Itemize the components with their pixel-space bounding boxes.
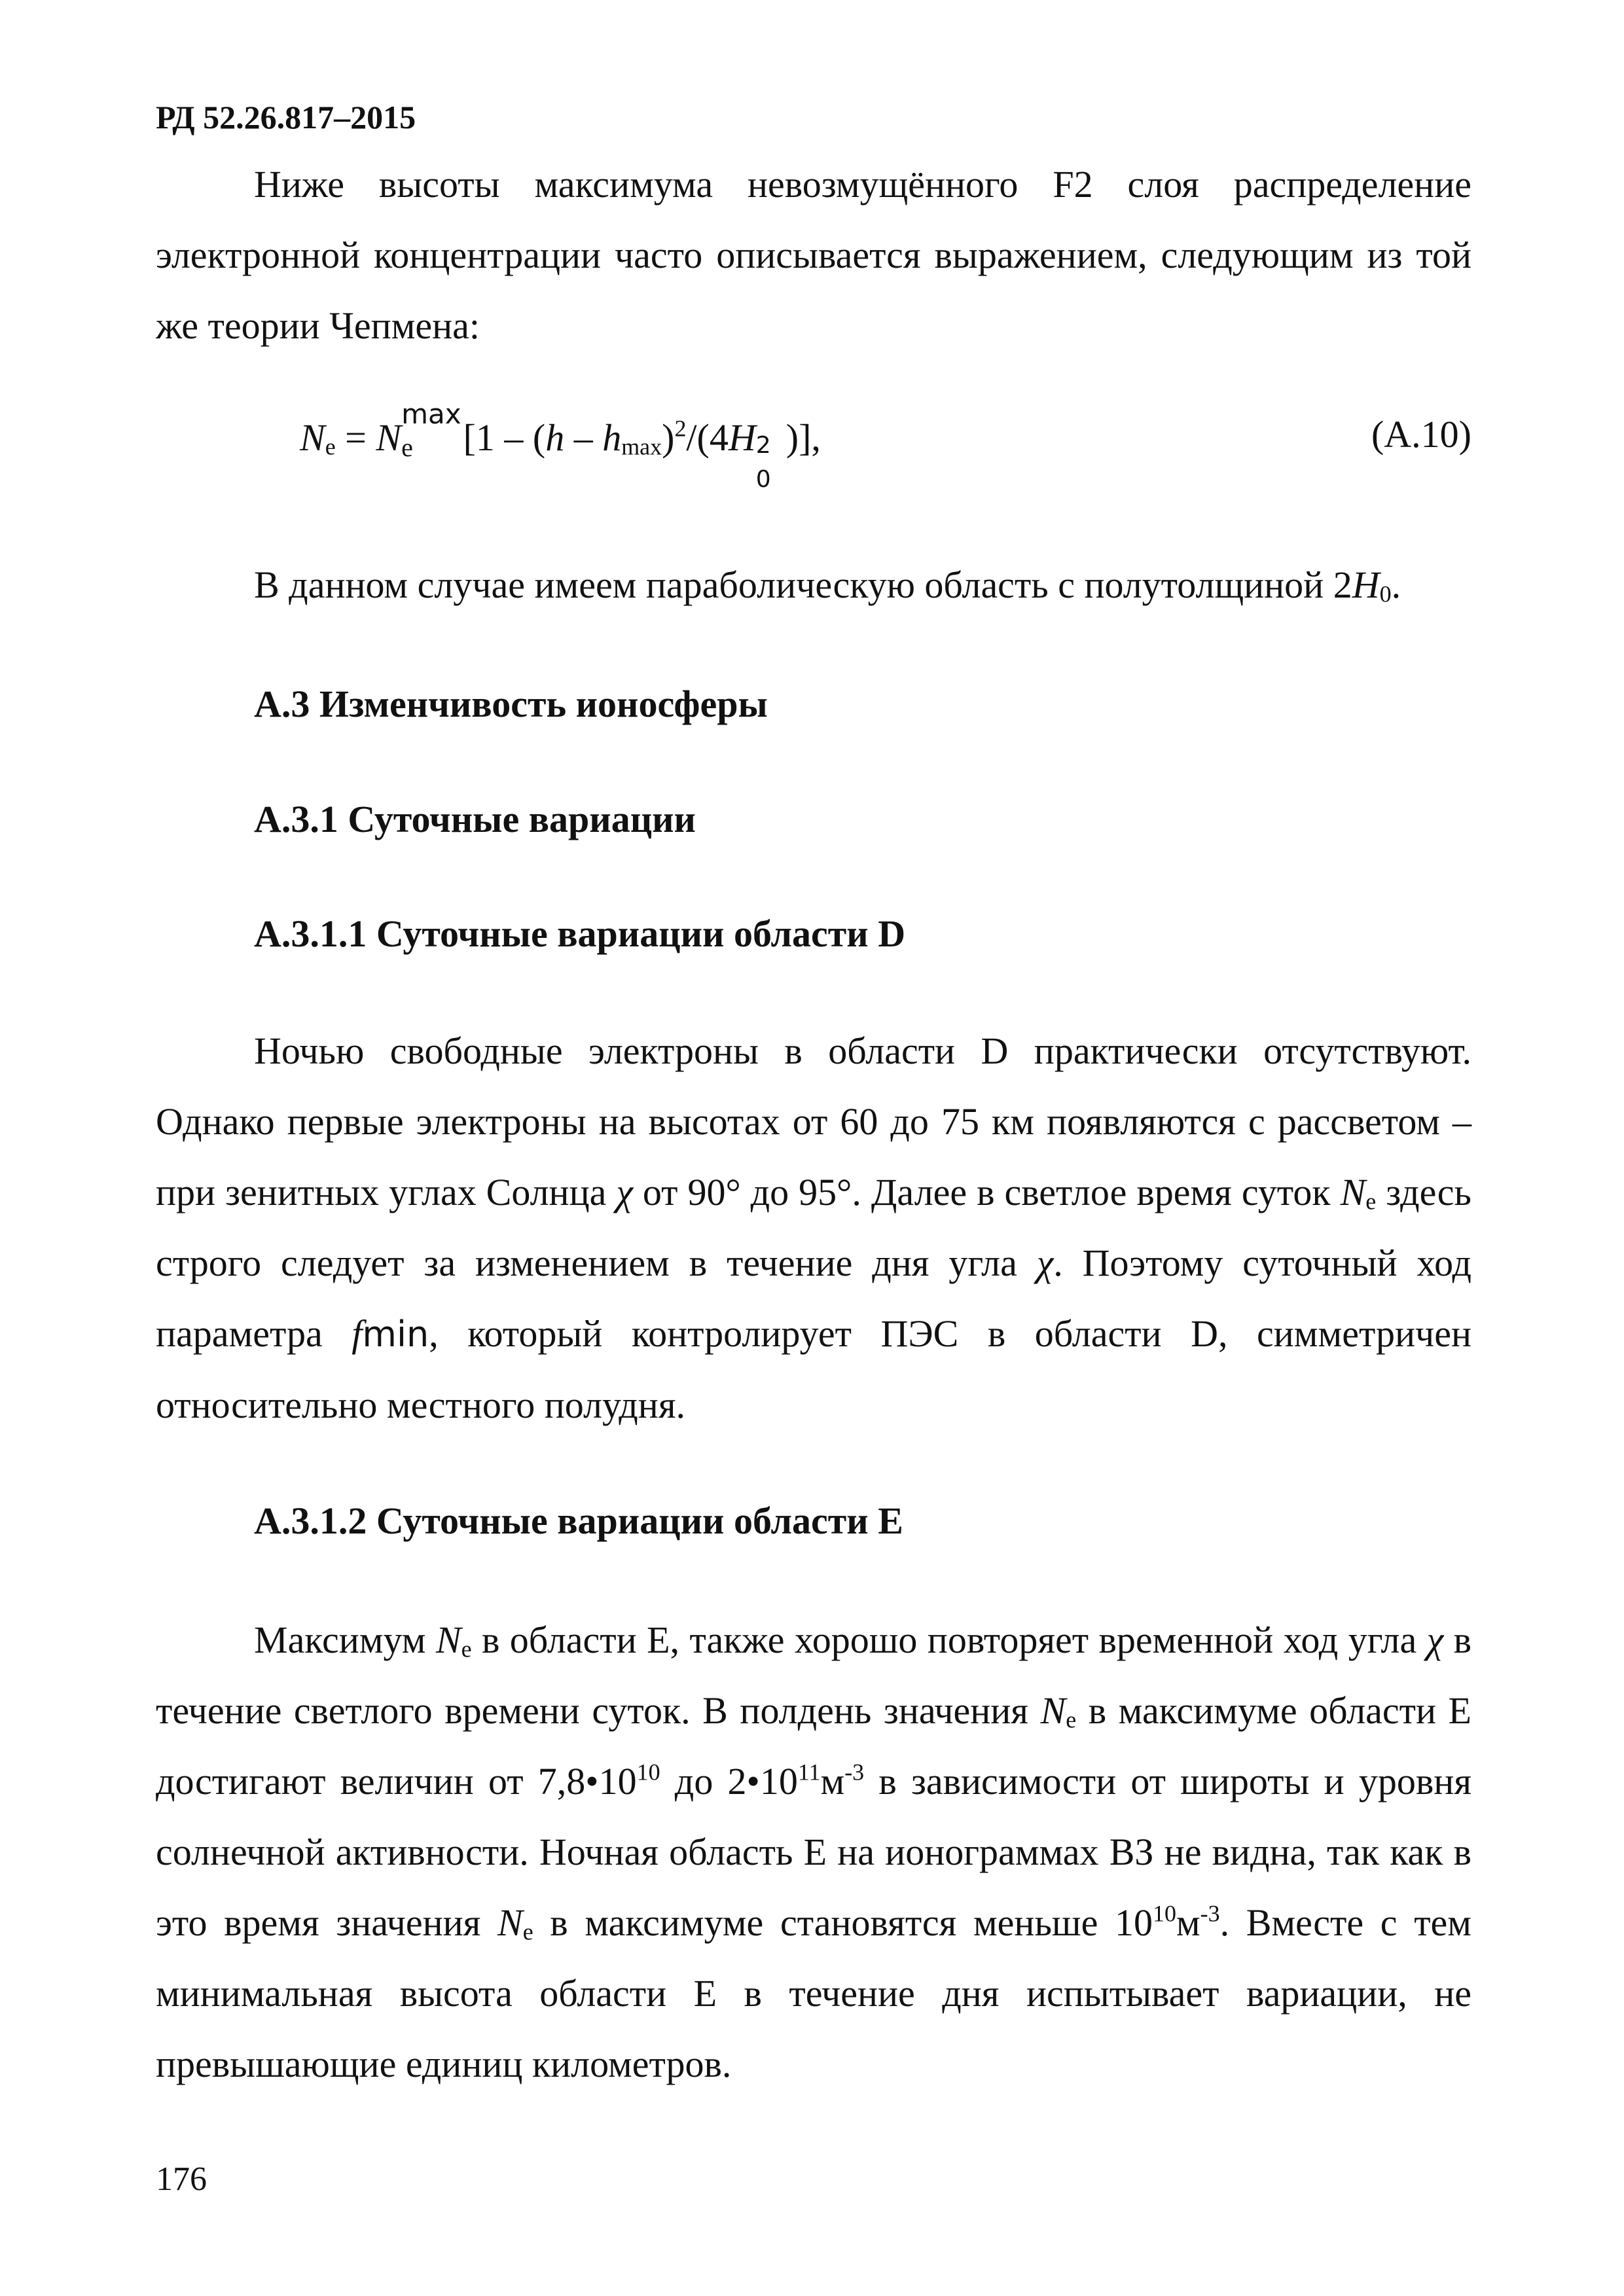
formula-symbol: N	[300, 416, 325, 459]
parabolic-line	[156, 550, 1471, 620]
text-span: . Вместе с тем	[1219, 1901, 1471, 1944]
paragraph-line	[58, 1888, 1471, 1958]
text-span: строго следует за изменением в течение дня угла	[156, 1242, 1037, 1284]
formula-subscript: e	[325, 433, 336, 460]
formula-text: )],	[785, 416, 821, 459]
paragraph-line	[58, 1676, 1471, 1746]
formula-symbol: χ	[616, 1171, 633, 1213]
formula-superscript: 2	[755, 432, 771, 459]
text-span: . Поэтому суточный ход	[1053, 1242, 1471, 1284]
parabolic-text: В данном случае имеем параболическую область с полутолщиной 2	[254, 564, 1352, 606]
text-span: от 90° до 95°. Далее в светлое время суток	[632, 1171, 1341, 1213]
text-span: в области Е, также хорошо повторяет временной ход угла	[471, 1619, 1427, 1661]
heading-a3: А.3 Изменчивость ионосферы	[254, 683, 768, 725]
formula-a10	[300, 398, 821, 493]
formula-subscript: e	[1066, 1706, 1077, 1733]
text-span: в максимуме области Е	[1076, 1689, 1471, 1732]
paragraph-line: превышающие единиц километров.	[156, 2043, 732, 2085]
intro-paragraph	[156, 149, 1471, 361]
text-span: достигают величин от 7,8•10	[156, 1760, 637, 1803]
intro-line: же теории Чепмена:	[156, 304, 480, 347]
formula-symbol: h	[602, 416, 622, 459]
intro-line: электронной концентрации часто описывается выражением, следующим из той	[156, 234, 1471, 276]
text-span: Максимум	[254, 1619, 436, 1661]
text-span: в	[1443, 1619, 1471, 1661]
text-span: это время значения	[156, 1901, 497, 1944]
text-span: в зависимости от широты и уровня	[864, 1760, 1472, 1803]
paragraph-line: солнечной активности. Ночная область Е на ионограммах ВЗ не видна, так как в	[156, 1831, 1471, 1873]
formula-symbol: N	[435, 1619, 461, 1661]
text-span: до 2•10	[660, 1760, 798, 1803]
parabolic-text: .	[1391, 564, 1401, 606]
intro-line: Ниже высоты максимума невозмущённого F2 слоя распределение	[254, 163, 1471, 206]
formula-symbol: N	[497, 1901, 523, 1944]
formula-text: [1 – (	[454, 416, 546, 459]
text-span: в максимуме становятся меньше 10	[533, 1901, 1153, 1944]
text-span: м	[1176, 1901, 1200, 1944]
formula-subscript: e	[461, 1636, 472, 1662]
formula-symbol: f	[352, 1312, 363, 1355]
text-span: , который контролирует ПЭС в области D, симметричен	[429, 1312, 1471, 1355]
text-span: м	[820, 1760, 845, 1803]
formula-symbol: χ	[1036, 1242, 1054, 1284]
formula-symbol: N	[1040, 1689, 1066, 1732]
heading-a312: А.3.1.2 Суточные вариации области Е	[254, 1499, 903, 1542]
superscript: -3	[1200, 1900, 1220, 1927]
paragraph-line	[58, 1228, 1471, 1299]
page-number: 176	[156, 2161, 207, 2198]
formula-stack	[401, 398, 461, 462]
paragraph-region-e	[156, 1605, 1471, 2100]
parabolic-paragraph	[156, 550, 1471, 620]
formula-symbol: H	[1352, 564, 1380, 606]
formula-text: min	[362, 1314, 429, 1355]
superscript: -3	[844, 1759, 865, 1785]
text-span: параметра	[156, 1312, 352, 1355]
formula-subscript: max	[621, 433, 662, 460]
formula-text: )	[662, 416, 675, 459]
formula-subscript: 0	[1379, 581, 1392, 607]
formula-symbol: h	[545, 416, 565, 459]
formula-symbol: H	[728, 416, 756, 459]
paragraph-line: Однако первые электроны на высотах от 60 до 75 км появляются с рассветом –	[156, 1100, 1471, 1143]
paragraph-line: минимальная высота области Е в течение дня испытывает вариации, не	[156, 1972, 1471, 2015]
text-span: здесь	[1376, 1171, 1471, 1213]
formula-text: –	[564, 416, 603, 459]
formula-superscript: 2	[674, 415, 687, 442]
paragraph-region-d	[156, 1016, 1471, 1441]
formula-superscript: max	[401, 398, 461, 430]
text-span: течение светлого времени суток. В полдень значения	[156, 1689, 1041, 1732]
formula-subscript: e	[1365, 1188, 1377, 1215]
paragraph-line: относительно местного полудня.	[156, 1384, 686, 1426]
paragraph-line	[156, 1605, 1471, 1676]
paragraph-line	[58, 1746, 1471, 1817]
formula-subscript: 0	[755, 466, 771, 493]
formula-subscript: e	[401, 433, 413, 462]
formula-symbol: N	[1340, 1171, 1366, 1213]
text-span: при зенитных углах Солнца	[156, 1171, 617, 1213]
superscript: 10	[1152, 1900, 1176, 1927]
formula-symbol: χ	[1426, 1619, 1444, 1661]
superscript: 11	[797, 1759, 821, 1785]
heading-a31: А.3.1 Суточные вариации	[254, 798, 696, 840]
formula-symbol: N	[376, 416, 402, 459]
paragraph-line	[58, 1157, 1471, 1228]
formula-number: (А.10)	[1371, 413, 1471, 456]
heading-a311: А.3.1.1 Суточные вариации области D	[254, 912, 906, 955]
superscript: 10	[636, 1759, 660, 1785]
formula-text: /(4	[686, 416, 729, 459]
formula-subscript: e	[522, 1918, 533, 1945]
formula-text: =	[335, 416, 376, 459]
document-code: РД 52.26.817–2015	[156, 99, 416, 135]
paragraph-line	[58, 1299, 1471, 1370]
paragraph-line: Ночью свободные электроны в области D практически отсутствуют.	[254, 1030, 1471, 1072]
